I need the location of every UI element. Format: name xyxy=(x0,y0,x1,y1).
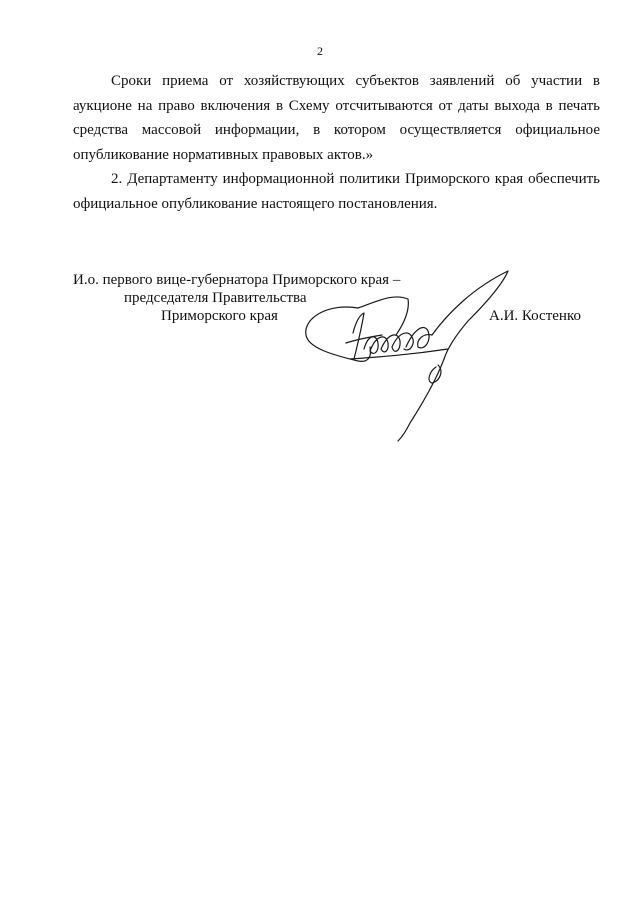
handwritten-signature xyxy=(298,263,528,443)
signatory-name: А.И. Костенко xyxy=(489,308,581,324)
document-body xyxy=(73,69,600,216)
signatory-title-line-1: И.о. первого вице-губернатора Приморского края – xyxy=(73,272,401,288)
signature-block xyxy=(0,271,640,471)
signatory-title-line-3: Приморского края xyxy=(161,308,278,324)
paragraph-application-deadlines: Сроки приема от хозяйствующих субъектов заявлений об участии в аукционе на право включения в Схему отсчитываются от даты выхода в печать средства массовой информации, в котором осуществляется официальное опубликование нормативных правовых актов.» xyxy=(73,73,600,163)
signatory-title-line-2: председателя Правительства xyxy=(124,290,307,306)
page-number: 2 xyxy=(317,44,323,58)
paragraph-publication-order: 2. Департаменту информационной политики Приморского края обеспечить официальное опубликование настоящего постановления. xyxy=(73,171,600,212)
